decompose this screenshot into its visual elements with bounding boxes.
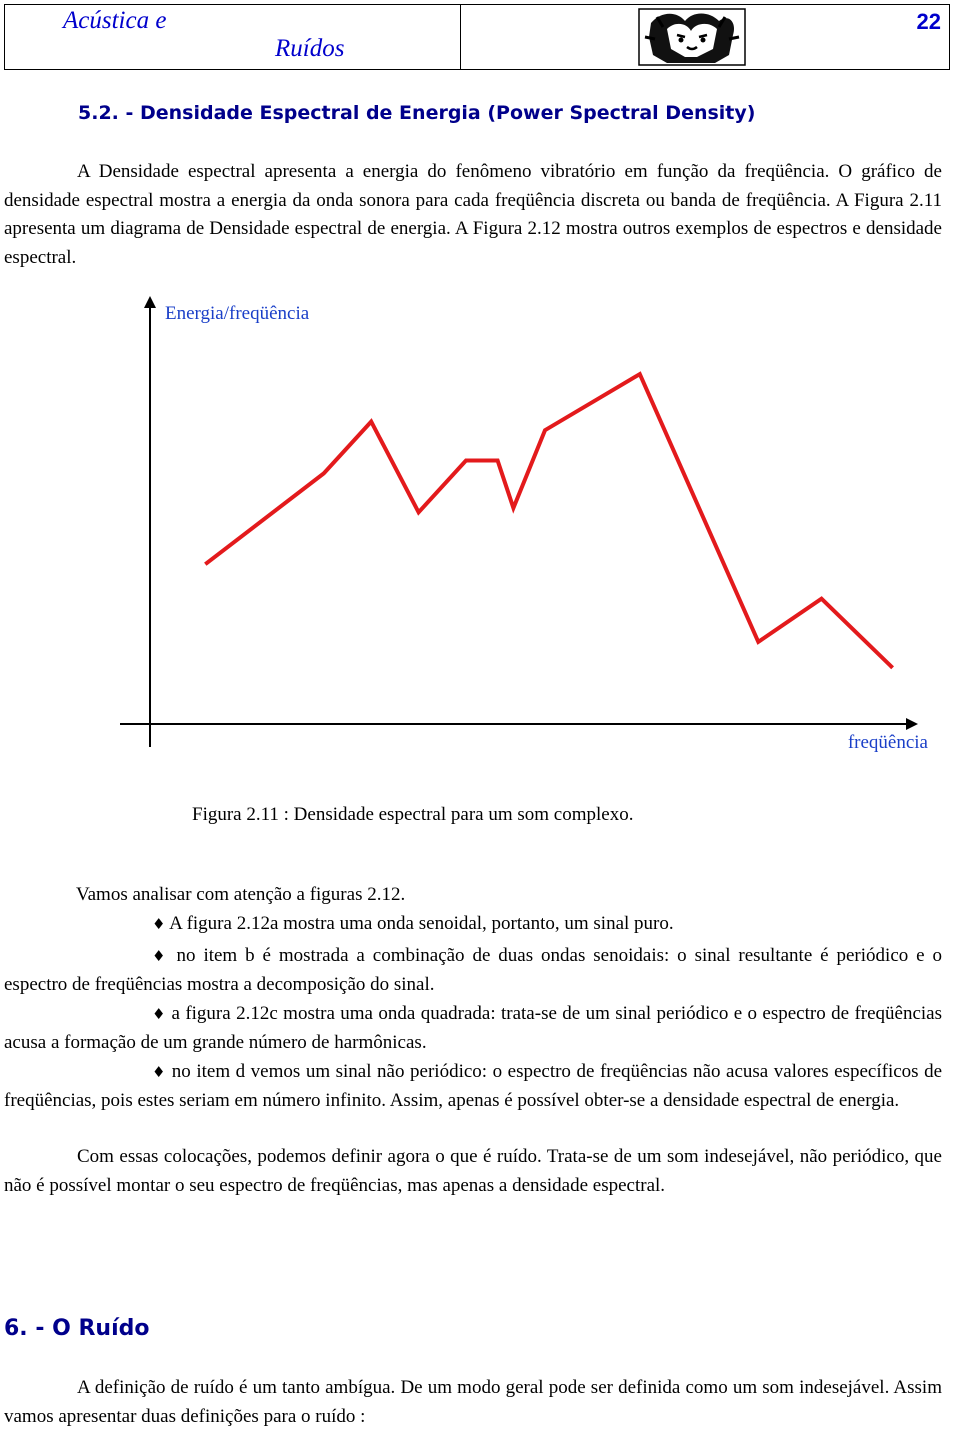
bullet-diamond-icon: ♦ — [152, 947, 169, 965]
noise-intro-paragraph: Com essas colocações, podemos definir agora o que é ruído. Trata-se de um som indesejável, não periódico, que não é possível montar o seu espectro de freqüências, mas apenas a densidade espectral. — [4, 1143, 942, 1200]
bullet-item-a — [152, 913, 674, 935]
header-title-line1: Acústica e — [63, 7, 166, 35]
figure-caption: Figura 2.11 : Densidade espectral para um som complexo. — [192, 804, 633, 826]
series-line-0 — [205, 374, 892, 668]
header-title-line2: Ruídos — [275, 35, 344, 63]
section-52-paragraph: A Densidade espectral apresenta a energia do fenômeno vibratório em função da freqüência. O gráfico de densidade espectral mostra a energia da onda sonora para cada freqüência discreta ou banda de freqüência. A Figura 2.11 apresenta um diagrama de Densidade espectral de energia. A Figura 2.12 mostra outros exemplos de espectros e densidade espectral. — [4, 158, 942, 272]
bullet-item-c-text: a figura 2.12c mostra uma onda quadrada: trata-se de um sinal periódico e o espectro de freqüências acusa a formação de um grande número de harmônicas. — [4, 1003, 942, 1053]
page-header — [4, 4, 950, 70]
section-6-paragraph: A definição de ruído é um tanto ambígua. De um modo geral pode ser definida como um som indesejável. Assim vamos apresentar duas definições para o ruído : — [4, 1374, 942, 1431]
series-layer — [205, 374, 893, 668]
x-axis-label: freqüência — [848, 732, 929, 753]
bullet-item-b — [4, 942, 942, 999]
body-line-1: Vamos analisar com atenção a figuras 2.12. — [76, 884, 405, 906]
page-number: 22 — [917, 9, 941, 35]
spectral-density-chart — [110, 292, 940, 772]
bullet-item-a-text: A figura 2.12a mostra uma onda senoidal, portanto, um sinal puro. — [169, 913, 673, 934]
section-6-heading: 6. - O Ruído — [4, 1316, 149, 1341]
bullet-item-d — [4, 1058, 942, 1115]
y-axis-label: Energia/freqüência — [165, 303, 310, 324]
bullet-item-b-text: no item b é mostrada a combinação de duas ondas senoidais: o sinal resultante é periódico e o espectro de freqüências mostra a decomposição do sinal. — [4, 945, 942, 995]
bullet-diamond-icon: ♦ — [152, 1005, 166, 1023]
bullet-item-c — [4, 1000, 942, 1057]
face-logo-icon — [637, 7, 747, 67]
header-title-cell — [5, 5, 461, 69]
bullet-diamond-icon: ♦ — [152, 1063, 166, 1081]
header-logo-cell — [461, 5, 781, 69]
section-52-heading: 5.2. - Densidade Espectral de Energia (Power Spectral Density) — [78, 102, 755, 124]
bullet-diamond-icon: ♦ — [152, 915, 165, 933]
bullet-item-d-text: no item d vemos um sinal não periódico: o espectro de freqüências não acusa valores específicos de freqüências, pois estes seriam em número infinito. Assim, apenas é possível obter-se a densidade espectral de energia. — [4, 1061, 942, 1111]
